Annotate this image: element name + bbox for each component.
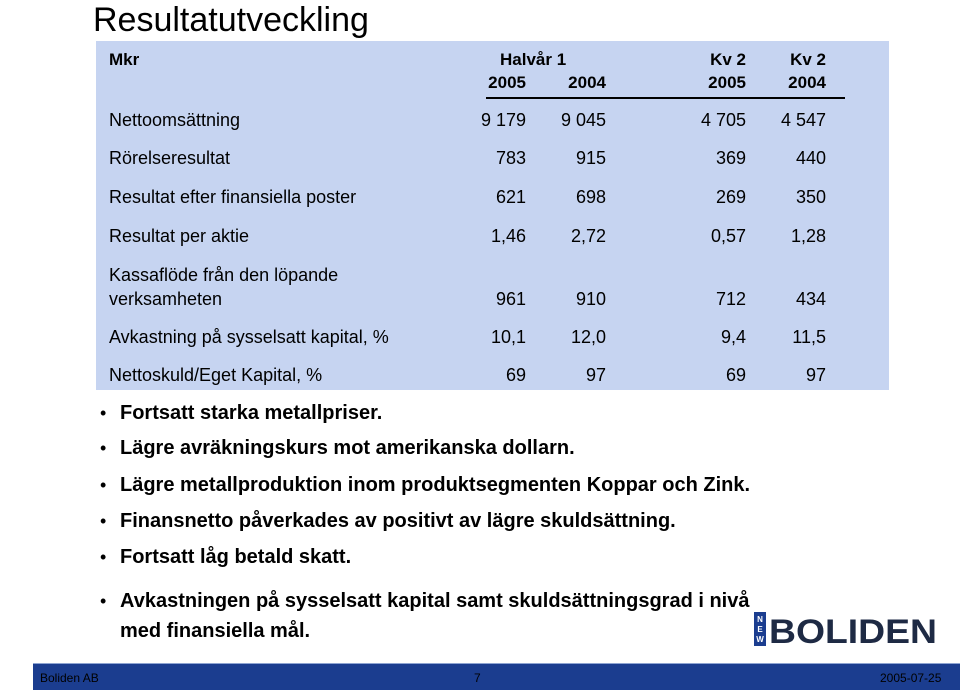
footer-date: 2005-07-25 [880, 671, 942, 685]
bullet-marker: • [100, 475, 107, 495]
table-cell: 97 [585, 365, 606, 385]
table-cell: 783 [495, 148, 526, 168]
row-label: Nettoomsättning [109, 110, 241, 130]
table-cell: 369 [715, 148, 746, 168]
footer-company: Boliden AB [40, 671, 99, 685]
table-cell: 2,72 [570, 226, 606, 246]
bullet-marker: • [100, 511, 107, 531]
table-cell: 69 [725, 365, 746, 385]
row-label: verksamheten [109, 289, 223, 309]
bullet-text: Fortsatt starka metallpriser. [120, 402, 383, 424]
bullet-text: Fortsatt låg betald skatt. [120, 546, 352, 568]
q-header-2004: Kv 2 [790, 50, 826, 69]
bullet-text: Avkastningen på sysselsatt kapital samt skuldsättningsgrad i nivå [120, 590, 750, 612]
table-cell: 621 [495, 187, 526, 207]
table-cell: 9 179 [480, 110, 526, 130]
header-underline [486, 97, 845, 99]
table-cell: 9,4 [720, 327, 746, 347]
table-cell: 961 [495, 289, 526, 309]
table-cell: 1,28 [790, 226, 826, 246]
table-cell: 12,0 [570, 327, 606, 347]
row-label: Avkastning på sysselsatt kapital, % [109, 327, 389, 347]
table-cell: 0,57 [710, 226, 746, 246]
slide-title: Resultatutveckling [93, 1, 369, 39]
bullet-text: Finansnetto påverkades av positivt av lägre skuldsättning. [120, 510, 676, 532]
row-label-line1: Kassaflöde från den löpande [109, 265, 339, 285]
bullet-text: Lägre metallproduktion inom produktsegmenten Koppar och Zink. [120, 474, 751, 496]
table-cell: 1,46 [490, 226, 526, 246]
bullet-marker: • [100, 591, 107, 611]
table-cell: 440 [795, 148, 826, 168]
year-header: 2004 [788, 73, 826, 92]
table-cell: 350 [795, 187, 826, 207]
logo-wordmark: BOLIDEN [769, 613, 937, 646]
table-cell: 434 [795, 289, 826, 309]
bullet-marker: • [100, 403, 107, 423]
group-header-halvar: Halvår 1 [500, 50, 567, 69]
row-label: Resultat efter finansiella poster [109, 187, 357, 207]
bullet-marker: • [100, 438, 107, 458]
table-cell: 69 [505, 365, 526, 385]
year-header: 2005 [488, 73, 526, 92]
boliden-logo [754, 612, 938, 646]
table-cell: 915 [575, 148, 606, 168]
bullet-text: med finansiella mål. [120, 620, 311, 642]
footer-bar [33, 663, 960, 690]
table-cell: 97 [805, 365, 826, 385]
logo-letter: N [757, 615, 763, 624]
bullet-text: Lägre avräkningskurs mot amerikanska dollarn. [120, 437, 575, 459]
row-label: Nettoskuld/Eget Kapital, % [109, 365, 323, 385]
year-header: 2004 [568, 73, 606, 92]
table-cell: 11,5 [792, 327, 826, 347]
table-cell: 4 705 [700, 110, 746, 130]
table-cell: 910 [575, 289, 606, 309]
table-cell: 4 547 [780, 110, 826, 130]
row-label: Resultat per aktie [109, 226, 250, 246]
logo-letter: W [756, 635, 764, 644]
year-header: 2005 [708, 73, 746, 92]
bullet-marker: • [100, 547, 107, 567]
table-cell: 10,1 [490, 327, 526, 347]
footer-page-number: 7 [474, 671, 481, 685]
unit-label: Mkr [109, 50, 140, 69]
q-header-2005: Kv 2 [710, 50, 746, 69]
table-cell: 269 [715, 187, 746, 207]
table-cell: 712 [715, 289, 746, 309]
table-cell: 698 [575, 187, 606, 207]
table-cell: 9 045 [560, 110, 606, 130]
logo-letter: E [757, 625, 763, 634]
row-label: Rörelseresultat [109, 148, 231, 168]
